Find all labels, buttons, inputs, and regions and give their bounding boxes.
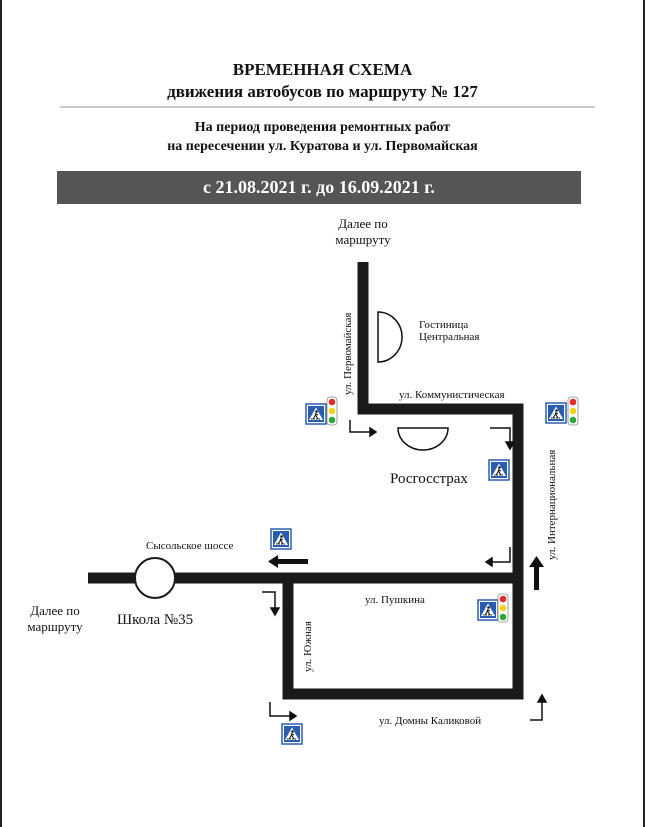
school-label: Школа №35 bbox=[117, 612, 194, 628]
traffic-light-icon bbox=[327, 397, 337, 425]
rosgosstrakh-label: Росгосстрах bbox=[390, 471, 468, 487]
traffic-light-icon bbox=[498, 594, 508, 622]
street-label-internatsionalnaya: ул. Интернациональная bbox=[546, 449, 558, 560]
pedestrian-crossing-icon bbox=[546, 403, 566, 423]
date-range-banner: с 21.08.2021 г. до 16.09.2021 г. bbox=[57, 171, 581, 204]
pedestrian-crossing-icon bbox=[282, 724, 302, 744]
traffic-light-icon bbox=[568, 397, 578, 425]
pedestrian-crossing-icon bbox=[489, 460, 509, 480]
pedestrian-crossing-icon bbox=[478, 600, 498, 620]
building-icon bbox=[378, 312, 402, 362]
roundabout-icon bbox=[135, 558, 175, 598]
street-label-pervomayskaya: ул. Первомайская bbox=[342, 312, 354, 395]
building-icon bbox=[398, 428, 448, 450]
subtitle-period: На период проведения ремонтных работ bbox=[194, 120, 451, 135]
pedestrian-crossing-icon bbox=[306, 404, 326, 424]
page-title: ВРЕМЕННАЯ СХЕМА bbox=[232, 60, 413, 79]
hotel-label: Гостиница Центральная bbox=[419, 319, 480, 343]
street-label-kommunisticheskaya: ул. Коммунистическая bbox=[399, 389, 505, 401]
subtitle-location: на пересечении ул. Куратова и ул. Первомайская bbox=[167, 139, 478, 154]
further-route-left: Далее по маршруту bbox=[27, 603, 83, 634]
street-label-yuzhnaya: ул. Южная bbox=[302, 621, 314, 672]
street-label-pushkina: ул. Пушкина bbox=[365, 594, 425, 606]
pedestrian-crossing-icon bbox=[271, 529, 291, 549]
street-label-sysolskoe: Сысольское шоссе bbox=[146, 540, 234, 552]
page-title-route: движения автобусов по маршруту № 127 bbox=[167, 82, 478, 101]
further-route-top: Далее по маршруту bbox=[335, 216, 391, 247]
street-label-domny: ул. Домны Каликовой bbox=[379, 715, 482, 727]
